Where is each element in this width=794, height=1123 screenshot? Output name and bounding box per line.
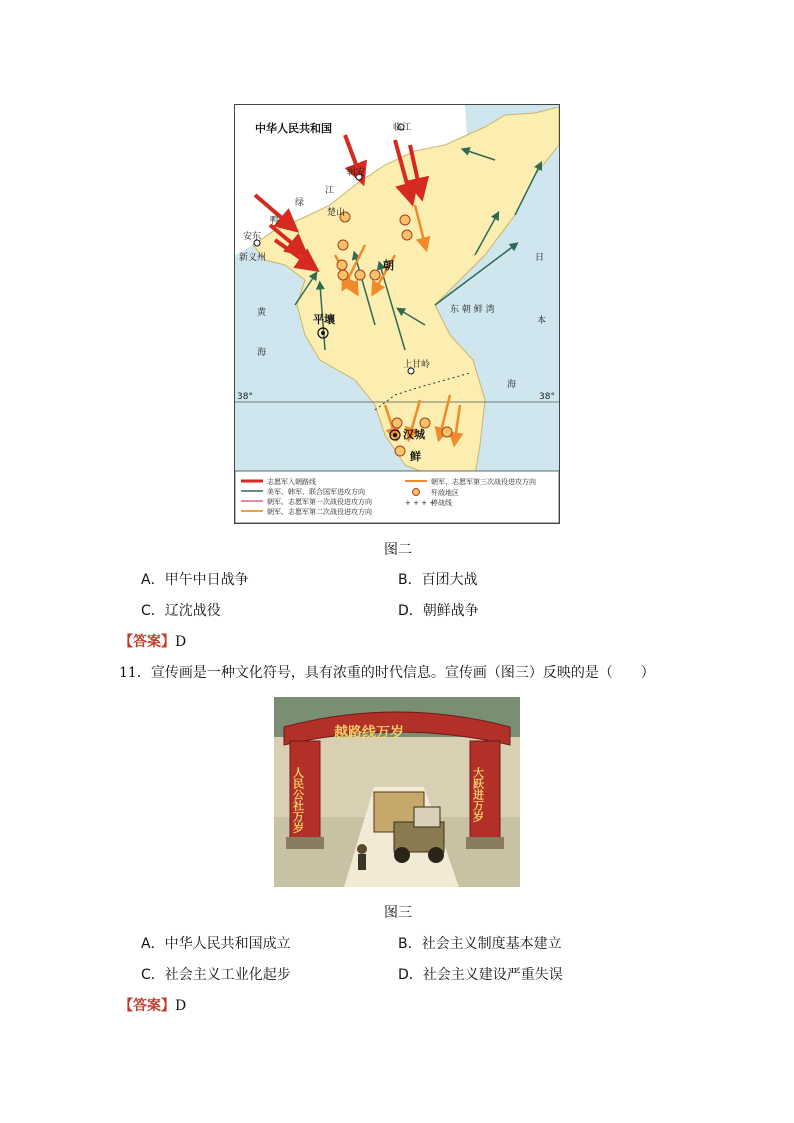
q11-answer: [119, 996, 186, 1016]
label-seoul: 汉城: [403, 428, 425, 441]
label-ri: 日: [535, 253, 545, 263]
q10-answer: [119, 632, 186, 652]
q11-option-c: C．社会主义工业化起步: [141, 967, 291, 983]
label-xian: 鲜: [410, 450, 421, 463]
label-pyongyang: 平壤: [313, 313, 335, 326]
legend-item-6: 歼敌地区: [431, 489, 459, 497]
map-svg: [235, 105, 559, 523]
label-chushan: 楚山: [327, 208, 346, 218]
label-jiang: 江: [325, 186, 335, 196]
figure2-caption: 图二: [384, 542, 412, 558]
label-hai2: 海: [507, 380, 517, 390]
label-ben: 本: [537, 316, 547, 326]
q11-answer-value: D: [175, 998, 187, 1014]
legend-item-3: 朝军、志愿军第一次战役进攻方向: [267, 498, 372, 506]
label-lat-left: 38°: [237, 392, 253, 402]
map-country-title: 中华人民共和国: [255, 122, 332, 135]
label-linjiang: 临江: [393, 123, 412, 133]
poster-right-scroll: [472, 766, 486, 823]
q11-option-d: D．社会主义建设严重失误: [398, 967, 563, 983]
poster-left-scroll: [292, 767, 306, 834]
label-xinyizhou: 新义州: [239, 253, 267, 263]
person-illustration: [357, 844, 367, 870]
legend-item-2: 美军、韩军、联合国军进攻方向: [267, 488, 365, 496]
label-andong: 安东: [243, 232, 262, 242]
q11-stem: 11．宣传画是一种文化符号，具有浓重的时代信息。宣传画（图三）反映的是（ ）: [119, 665, 655, 681]
armistice-legend-symbol: + + + +: [405, 499, 436, 507]
q10-option-c: C．辽沈战役: [141, 603, 221, 619]
label-hai: 海: [257, 348, 267, 358]
legend-item-4: 朝军、志愿军第二次战役进攻方向: [267, 508, 372, 516]
label-lu: 绿: [295, 198, 305, 208]
poster-right-scroll-text: 大跃进万岁: [471, 767, 485, 822]
label-jian: 辑安: [347, 168, 366, 178]
figure3-caption: 图三: [384, 905, 412, 921]
q10-answer-value: D: [175, 634, 187, 650]
q10-option-a: A．甲午中日战争: [141, 572, 249, 588]
q10-option-b: B．百团大战: [398, 572, 478, 588]
propaganda-poster: [274, 697, 520, 887]
label-donghaiwan: 东 朝 鲜 湾: [450, 305, 495, 315]
legend-item-7: 停战线: [431, 499, 452, 507]
korean-war-map: [234, 104, 560, 524]
q10-option-d: D．朝鲜战争: [398, 603, 479, 619]
q11-option-b: B．社会主义制度基本建立: [398, 936, 562, 952]
legend-item-5: 朝军、志愿军第三次战役进攻方向: [431, 478, 536, 486]
poster-banner-text: 越路线万岁: [334, 725, 404, 741]
label-chao: 朝: [383, 259, 394, 272]
legend-item-1: 志愿军入朝路线: [267, 478, 316, 486]
q11-answer-label: 【答案】: [119, 998, 175, 1014]
poster-left-scroll-text: 人民公社万岁: [291, 767, 305, 833]
label-lat-right: 38°: [539, 392, 555, 402]
label-shangganling: 上甘岭: [403, 360, 431, 370]
label-yalu: 鸭: [270, 216, 280, 226]
q10-answer-label: 【答案】: [119, 634, 175, 650]
poster-svg: [274, 697, 520, 887]
q11-option-a: A．中华人民共和国成立: [141, 936, 291, 952]
label-huang: 黄: [257, 308, 267, 318]
map-legend: [235, 471, 559, 523]
